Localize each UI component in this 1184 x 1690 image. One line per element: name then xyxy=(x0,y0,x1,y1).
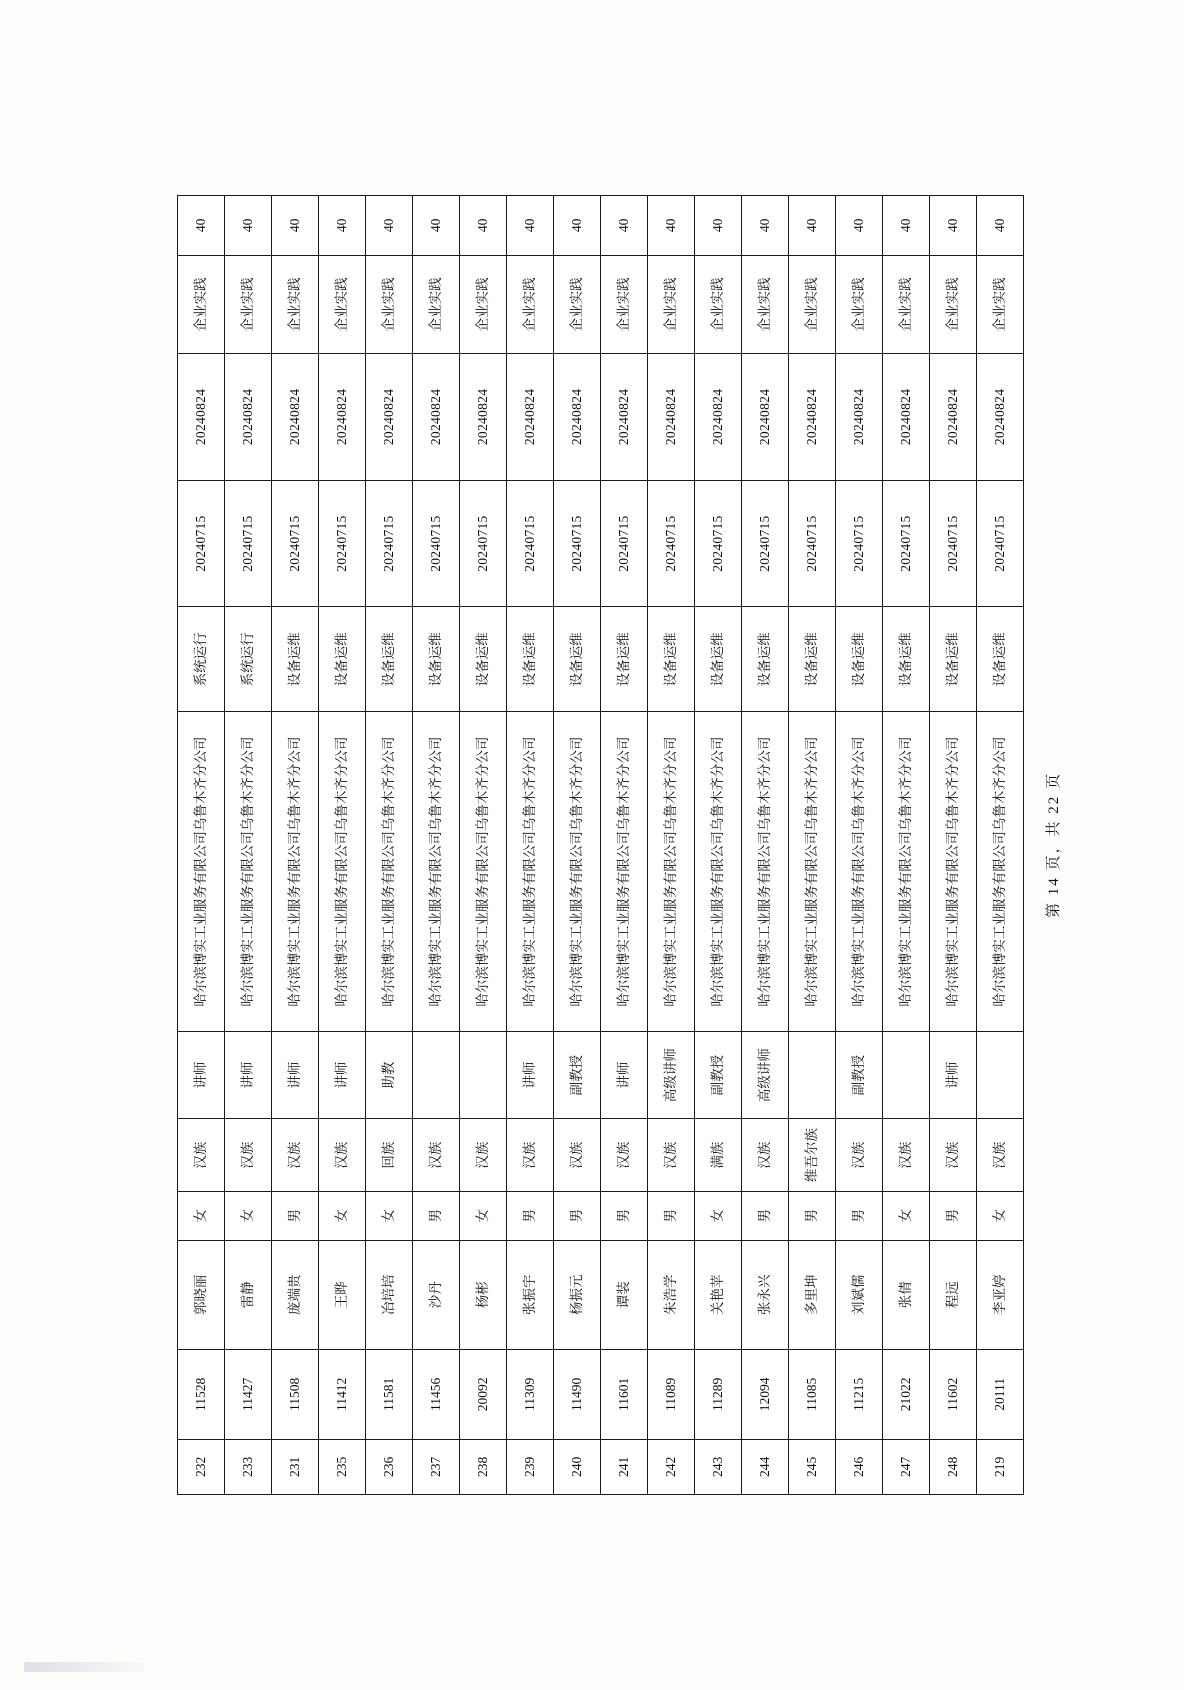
cell-sex: 男 xyxy=(648,1191,695,1240)
cell-title xyxy=(883,1031,930,1119)
cell-start-date: 20240715 xyxy=(601,480,648,607)
cell-index: 241 xyxy=(601,1439,648,1494)
cell-ethnicity: 汉族 xyxy=(554,1119,601,1192)
cell-index: 246 xyxy=(836,1439,883,1494)
cell-start-date: 20240715 xyxy=(930,480,977,607)
cell-org: 哈尔滨博实工业服务有限公司乌鲁木齐分公司 xyxy=(789,712,836,1031)
cell-ethnicity: 汉族 xyxy=(460,1119,507,1192)
cell-sex: 男 xyxy=(272,1191,319,1240)
cell-hours: 40 xyxy=(648,196,695,256)
cell-number: 11085 xyxy=(789,1349,836,1439)
cell-post: 设备运维 xyxy=(366,607,413,712)
cell-index: 238 xyxy=(460,1439,507,1494)
cell-type: 企业实践 xyxy=(695,255,742,354)
cell-ethnicity: 汉族 xyxy=(648,1119,695,1192)
scan-artifact xyxy=(24,1662,144,1672)
cell-type: 企业实践 xyxy=(883,255,930,354)
cell-title: 讲师 xyxy=(272,1031,319,1119)
cell-index: 244 xyxy=(742,1439,789,1494)
cell-post: 设备运维 xyxy=(883,607,930,712)
cell-sex: 女 xyxy=(366,1191,413,1240)
table-row xyxy=(930,196,977,1495)
cell-title: 副教授 xyxy=(836,1031,883,1119)
cell-type: 企业实践 xyxy=(507,255,554,354)
cell-sex: 男 xyxy=(507,1191,554,1240)
cell-type: 企业实践 xyxy=(554,255,601,354)
cell-start-date: 20240715 xyxy=(272,480,319,607)
cell-index: 219 xyxy=(977,1439,1024,1494)
cell-start-date: 20240715 xyxy=(695,480,742,607)
cell-number: 11508 xyxy=(272,1349,319,1439)
cell-sex: 男 xyxy=(554,1191,601,1240)
table-row xyxy=(554,196,601,1495)
cell-start-date: 20240715 xyxy=(836,480,883,607)
cell-index: 243 xyxy=(695,1439,742,1494)
cell-org: 哈尔滨博实工业服务有限公司乌鲁木齐分公司 xyxy=(413,712,460,1031)
cell-start-date: 20240715 xyxy=(742,480,789,607)
cell-end-date: 20240824 xyxy=(977,354,1024,481)
cell-org: 哈尔滨博实工业服务有限公司乌鲁木齐分公司 xyxy=(366,712,413,1031)
cell-start-date: 20240715 xyxy=(319,480,366,607)
cell-name: 朱浩学 xyxy=(648,1240,695,1349)
cell-end-date: 20240824 xyxy=(413,354,460,481)
cell-ethnicity: 汉族 xyxy=(742,1119,789,1192)
table-row xyxy=(695,196,742,1495)
cell-post: 设备运维 xyxy=(413,607,460,712)
cell-sex: 女 xyxy=(319,1191,366,1240)
cell-post: 设备运维 xyxy=(272,607,319,712)
cell-org: 哈尔滨博实工业服务有限公司乌鲁木齐分公司 xyxy=(930,712,977,1031)
cell-type: 企业实践 xyxy=(178,255,225,354)
cell-post: 设备运维 xyxy=(554,607,601,712)
cell-org: 哈尔滨博实工业服务有限公司乌鲁木齐分公司 xyxy=(178,712,225,1031)
cell-name: 刘斌儒 xyxy=(836,1240,883,1349)
cell-number: 20092 xyxy=(460,1349,507,1439)
cell-ethnicity: 汉族 xyxy=(413,1119,460,1192)
table-row xyxy=(366,196,413,1495)
table-row xyxy=(413,196,460,1495)
cell-name: 冶培培 xyxy=(366,1240,413,1349)
cell-index: 237 xyxy=(413,1439,460,1494)
cell-ethnicity: 汉族 xyxy=(836,1119,883,1192)
cell-title xyxy=(977,1031,1024,1119)
cell-hours: 40 xyxy=(695,196,742,256)
cell-post: 设备运维 xyxy=(319,607,366,712)
cell-title: 讲师 xyxy=(930,1031,977,1119)
cell-name: 杨振元 xyxy=(554,1240,601,1349)
cell-type: 企业实践 xyxy=(225,255,272,354)
cell-start-date: 20240715 xyxy=(178,480,225,607)
cell-type: 企业实践 xyxy=(601,255,648,354)
cell-org: 哈尔滨博实工业服务有限公司乌鲁木齐分公司 xyxy=(225,712,272,1031)
cell-name: 张永兴 xyxy=(742,1240,789,1349)
cell-hours: 40 xyxy=(366,196,413,256)
cell-hours: 40 xyxy=(225,196,272,256)
cell-name: 程远 xyxy=(930,1240,977,1349)
cell-start-date: 20240715 xyxy=(366,480,413,607)
cell-title: 讲师 xyxy=(225,1031,272,1119)
cell-end-date: 20240824 xyxy=(695,354,742,481)
cell-hours: 40 xyxy=(460,196,507,256)
cell-title: 讲师 xyxy=(601,1031,648,1119)
cell-post: 设备运维 xyxy=(977,607,1024,712)
landscape-content xyxy=(177,195,1062,1495)
cell-sex: 男 xyxy=(413,1191,460,1240)
table-row xyxy=(883,196,930,1495)
cell-number: 11602 xyxy=(930,1349,977,1439)
cell-end-date: 20240824 xyxy=(178,354,225,481)
cell-post: 设备运维 xyxy=(695,607,742,712)
cell-hours: 40 xyxy=(413,196,460,256)
cell-org: 哈尔滨博实工业服务有限公司乌鲁木齐分公司 xyxy=(695,712,742,1031)
cell-start-date: 20240715 xyxy=(977,480,1024,607)
cell-end-date: 20240824 xyxy=(648,354,695,481)
table-row xyxy=(601,196,648,1495)
cell-org: 哈尔滨博实工业服务有限公司乌鲁木齐分公司 xyxy=(554,712,601,1031)
cell-org: 哈尔滨博实工业服务有限公司乌鲁木齐分公司 xyxy=(507,712,554,1031)
cell-type: 企业实践 xyxy=(742,255,789,354)
cell-name: 杨彬 xyxy=(460,1240,507,1349)
table-row xyxy=(460,196,507,1495)
cell-name: 郭晓丽 xyxy=(178,1240,225,1349)
cell-hours: 40 xyxy=(742,196,789,256)
cell-end-date: 20240824 xyxy=(507,354,554,481)
table-row xyxy=(319,196,366,1495)
cell-ethnicity: 汉族 xyxy=(507,1119,554,1192)
cell-hours: 40 xyxy=(601,196,648,256)
cell-hours: 40 xyxy=(272,196,319,256)
cell-name: 关艳苹 xyxy=(695,1240,742,1349)
page-footer: 第 14 页，共 22 页 xyxy=(1046,771,1062,919)
cell-number: 20111 xyxy=(977,1349,1024,1439)
cell-sex: 男 xyxy=(601,1191,648,1240)
cell-name: 庞端贵 xyxy=(272,1240,319,1349)
cell-ethnicity: 汉族 xyxy=(319,1119,366,1192)
cell-type: 企业实践 xyxy=(930,255,977,354)
cell-end-date: 20240824 xyxy=(366,354,413,481)
cell-title xyxy=(460,1031,507,1119)
cell-number: 21022 xyxy=(883,1349,930,1439)
cell-number: 11215 xyxy=(836,1349,883,1439)
table-row xyxy=(225,196,272,1495)
cell-post: 设备运维 xyxy=(742,607,789,712)
cell-title: 助教 xyxy=(366,1031,413,1119)
cell-type: 企业实践 xyxy=(272,255,319,354)
cell-ethnicity: 汉族 xyxy=(601,1119,648,1192)
cell-index: 236 xyxy=(366,1439,413,1494)
cell-type: 企业实践 xyxy=(413,255,460,354)
cell-hours: 40 xyxy=(319,196,366,256)
cell-org: 哈尔滨博实工业服务有限公司乌鲁木齐分公司 xyxy=(836,712,883,1031)
cell-type: 企业实践 xyxy=(366,255,413,354)
cell-ethnicity: 汉族 xyxy=(883,1119,930,1192)
cell-ethnicity: 汉族 xyxy=(178,1119,225,1192)
cell-title xyxy=(413,1031,460,1119)
cell-start-date: 20240715 xyxy=(789,480,836,607)
cell-post: 设备运维 xyxy=(648,607,695,712)
cell-name: 多里坤 xyxy=(789,1240,836,1349)
cell-hours: 40 xyxy=(507,196,554,256)
cell-title: 高级讲师 xyxy=(648,1031,695,1119)
table-row xyxy=(789,196,836,1495)
cell-end-date: 20240824 xyxy=(883,354,930,481)
cell-hours: 40 xyxy=(178,196,225,256)
cell-sex: 女 xyxy=(225,1191,272,1240)
table-row xyxy=(272,196,319,1495)
cell-type: 企业实践 xyxy=(460,255,507,354)
cell-name: 雷静 xyxy=(225,1240,272,1349)
cell-end-date: 20240824 xyxy=(930,354,977,481)
cell-name: 张倩 xyxy=(883,1240,930,1349)
cell-post: 系统运行 xyxy=(225,607,272,712)
cell-post: 设备运维 xyxy=(460,607,507,712)
cell-org: 哈尔滨博实工业服务有限公司乌鲁木齐分公司 xyxy=(742,712,789,1031)
cell-title: 高级讲师 xyxy=(742,1031,789,1119)
cell-ethnicity: 维吾尔族 xyxy=(789,1119,836,1192)
cell-hours: 40 xyxy=(554,196,601,256)
cell-title: 讲师 xyxy=(319,1031,366,1119)
cell-number: 11289 xyxy=(695,1349,742,1439)
cell-name: 谭装 xyxy=(601,1240,648,1349)
cell-start-date: 20240715 xyxy=(413,480,460,607)
cell-org: 哈尔滨博实工业服务有限公司乌鲁木齐分公司 xyxy=(977,712,1024,1031)
cell-number: 11456 xyxy=(413,1349,460,1439)
cell-index: 247 xyxy=(883,1439,930,1494)
cell-type: 企业实践 xyxy=(836,255,883,354)
table-body xyxy=(178,196,1024,1495)
cell-post: 设备运维 xyxy=(930,607,977,712)
cell-hours: 40 xyxy=(836,196,883,256)
cell-number: 11581 xyxy=(366,1349,413,1439)
cell-index: 239 xyxy=(507,1439,554,1494)
cell-org: 哈尔滨博实工业服务有限公司乌鲁木齐分公司 xyxy=(601,712,648,1031)
cell-name: 王晔 xyxy=(319,1240,366,1349)
cell-end-date: 20240824 xyxy=(742,354,789,481)
cell-end-date: 20240824 xyxy=(460,354,507,481)
cell-start-date: 20240715 xyxy=(554,480,601,607)
table-row xyxy=(648,196,695,1495)
cell-title: 副教授 xyxy=(554,1031,601,1119)
cell-number: 11490 xyxy=(554,1349,601,1439)
cell-number: 11601 xyxy=(601,1349,648,1439)
cell-ethnicity: 汉族 xyxy=(272,1119,319,1192)
table-row xyxy=(507,196,554,1495)
cell-name: 沙丹 xyxy=(413,1240,460,1349)
cell-end-date: 20240824 xyxy=(601,354,648,481)
cell-title: 副教授 xyxy=(695,1031,742,1119)
cell-org: 哈尔滨博实工业服务有限公司乌鲁木齐分公司 xyxy=(272,712,319,1031)
cell-type: 企业实践 xyxy=(977,255,1024,354)
cell-type: 企业实践 xyxy=(319,255,366,354)
cell-org: 哈尔滨博实工业服务有限公司乌鲁木齐分公司 xyxy=(883,712,930,1031)
cell-number: 11309 xyxy=(507,1349,554,1439)
cell-index: 235 xyxy=(319,1439,366,1494)
cell-title: 讲师 xyxy=(507,1031,554,1119)
cell-index: 231 xyxy=(272,1439,319,1494)
cell-post: 设备运维 xyxy=(836,607,883,712)
cell-end-date: 20240824 xyxy=(272,354,319,481)
cell-sex: 女 xyxy=(977,1191,1024,1240)
cell-ethnicity: 满族 xyxy=(695,1119,742,1192)
cell-index: 232 xyxy=(178,1439,225,1494)
cell-number: 11089 xyxy=(648,1349,695,1439)
cell-start-date: 20240715 xyxy=(460,480,507,607)
cell-post: 设备运维 xyxy=(507,607,554,712)
roster-table xyxy=(177,195,1024,1495)
cell-type: 企业实践 xyxy=(648,255,695,354)
table-row xyxy=(977,196,1024,1495)
cell-name: 李亚婷 xyxy=(977,1240,1024,1349)
cell-sex: 男 xyxy=(742,1191,789,1240)
cell-end-date: 20240824 xyxy=(789,354,836,481)
cell-hours: 40 xyxy=(977,196,1024,256)
cell-hours: 40 xyxy=(930,196,977,256)
cell-end-date: 20240824 xyxy=(554,354,601,481)
cell-post: 设备运维 xyxy=(789,607,836,712)
cell-sex: 男 xyxy=(930,1191,977,1240)
cell-ethnicity: 汉族 xyxy=(977,1119,1024,1192)
cell-title xyxy=(789,1031,836,1119)
table-row xyxy=(178,196,225,1495)
cell-index: 242 xyxy=(648,1439,695,1494)
cell-index: 248 xyxy=(930,1439,977,1494)
cell-org: 哈尔滨博实工业服务有限公司乌鲁木齐分公司 xyxy=(648,712,695,1031)
cell-end-date: 20240824 xyxy=(225,354,272,481)
table-row xyxy=(836,196,883,1495)
cell-number: 11412 xyxy=(319,1349,366,1439)
cell-start-date: 20240715 xyxy=(883,480,930,607)
cell-number: 11528 xyxy=(178,1349,225,1439)
cell-ethnicity: 汉族 xyxy=(225,1119,272,1192)
cell-index: 233 xyxy=(225,1439,272,1494)
cell-index: 240 xyxy=(554,1439,601,1494)
cell-sex: 女 xyxy=(695,1191,742,1240)
cell-number: 12094 xyxy=(742,1349,789,1439)
cell-end-date: 20240824 xyxy=(319,354,366,481)
cell-sex: 女 xyxy=(883,1191,930,1240)
cell-start-date: 20240715 xyxy=(507,480,554,607)
cell-type: 企业实践 xyxy=(789,255,836,354)
cell-title: 讲师 xyxy=(178,1031,225,1119)
cell-end-date: 20240824 xyxy=(836,354,883,481)
cell-hours: 40 xyxy=(883,196,930,256)
cell-start-date: 20240715 xyxy=(648,480,695,607)
cell-sex: 女 xyxy=(460,1191,507,1240)
cell-hours: 40 xyxy=(789,196,836,256)
cell-index: 245 xyxy=(789,1439,836,1494)
cell-post: 设备运维 xyxy=(601,607,648,712)
cell-sex: 男 xyxy=(789,1191,836,1240)
cell-name: 张振宇 xyxy=(507,1240,554,1349)
cell-ethnicity: 回族 xyxy=(366,1119,413,1192)
cell-org: 哈尔滨博实工业服务有限公司乌鲁木齐分公司 xyxy=(319,712,366,1031)
table-row xyxy=(742,196,789,1495)
cell-org: 哈尔滨博实工业服务有限公司乌鲁木齐分公司 xyxy=(460,712,507,1031)
cell-sex: 女 xyxy=(178,1191,225,1240)
cell-number: 11427 xyxy=(225,1349,272,1439)
cell-post: 系统运行 xyxy=(178,607,225,712)
cell-start-date: 20240715 xyxy=(225,480,272,607)
cell-ethnicity: 汉族 xyxy=(930,1119,977,1192)
cell-sex: 男 xyxy=(836,1191,883,1240)
